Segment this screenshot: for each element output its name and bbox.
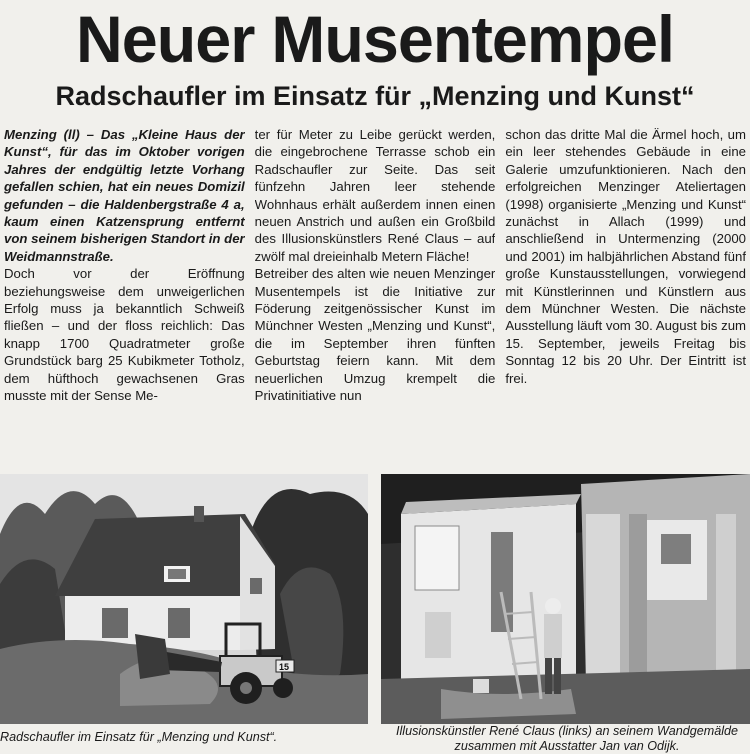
headline: Neuer Musentempel [76, 2, 674, 76]
article-column-2 [255, 126, 496, 466]
article-column-3 [505, 126, 746, 466]
caption-right: Illusionskünstler René Claus (links) an seinem Wandgemälde zusammen mit Ausstatter Jan van Odijk. [395, 724, 739, 753]
loader-number: 15 [279, 662, 290, 672]
caption-left: Radschaufler im Einsatz für „Menzing und Kunst“. [0, 730, 278, 744]
subheadline: Radschaufler im Einsatz für „Menzing und Kunst“ [55, 81, 695, 111]
article-column-1 [4, 126, 245, 466]
article-paragraph: ter für Meter zu Leibe gerückt werden, die eingebrochene Terrasse schob ein Radschaufler zur Seite. Das seit fünfzehn Jahren leer stehende Wohnhaus erhält außerdem innen einen neuen Anstrich und außen ein Großbild des Illusionskünstlers René Claus – auf zwölf mal dreieinhalb Metern Fläche! [254, 127, 496, 264]
photo-artist-wall [381, 474, 750, 724]
article-paragraph: schon das dritte Mal die Ärmel hoch, um ein leer stehendes Gebäude in eine Galerie umzufunktionieren. Nach den erfolgreichen Menzinger Ateliertagen (1998) organisierte „Menzing und Kunst“ zunächst in Allach (1999) und anschließend in Untermenzing (2000 und 2001) im halbjährlichen Abstand fünf große Kunstausstellungen, vorwiegend mit Künstlerinnen und Künstlern aus dem Münchner Westen. Die nächste Ausstellung läuft vom 30. August bis zum 15. September, jeweils Freitag bis Sonntag 12 bis 20 Uhr. Der Eintritt ist frei. [505, 127, 747, 386]
article-paragraph: Doch vor der Eröffnung beziehungsweise dem unweigerlichen Erfolg muss ja bekanntlich Schweiß fließen – und der floss reichlich: Das knapp 1700 Quadratmeter große Grundstück barg 25 Kubikmeter Totholz, dem hüfthoch gewachsenen Gras musste mit der Sense Me- [4, 266, 245, 404]
article-body [4, 126, 746, 466]
article-lead: Menzing (ll) – Das „Kleine Haus der Kunst“, für das im Oktober vorigen Jahres der endgültig letzte Vorhang gefallen schien, hat ein neues Domizil gefunden – die Haldenbergstraße 4 a, kaum einen Katzensprung entfernt von seinem bisherigen Standort in der Weidmannstraße. [4, 127, 245, 264]
article-paragraph: Betreiber des alten wie neuen Menzinger Musentempels ist die Initiative zur Föderung zeitgenössischer Kunst im Münchner Westen „Menzing und Kunst“, die im September ihren fünften Geburtstag feiern kann. Mit dem neuerlichen Umzug krempelt die Privatinitiative nun [254, 266, 496, 404]
photo-house-loader [0, 474, 368, 724]
